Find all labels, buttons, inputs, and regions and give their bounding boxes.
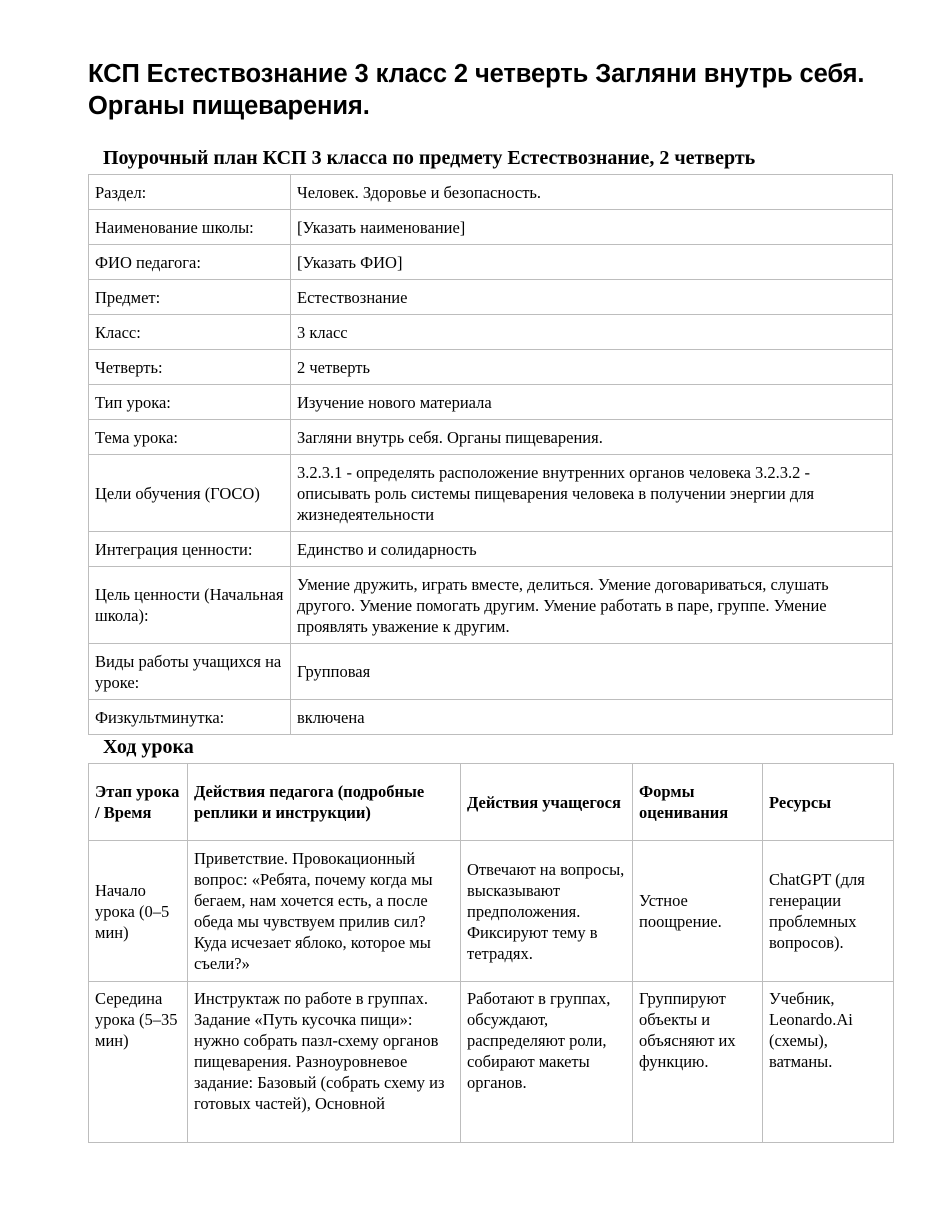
lesson-info-table [88, 174, 893, 735]
info-value: Умение дружить, играть вместе, делиться. Умение договариваться, слушать другого. Умение помогать другим. Умение работать в паре, группе. Умение проявлять уважение к другим. [291, 567, 893, 644]
table-row [89, 245, 893, 280]
lesson-flow-table [88, 763, 894, 1143]
table-row [89, 841, 894, 982]
info-value: Загляни внутрь себя. Органы пищеварения. [291, 420, 893, 455]
document-page [88, 58, 893, 1143]
table-row [89, 175, 893, 210]
info-value: 3 класс [291, 315, 893, 350]
table-row [89, 567, 893, 644]
table-row [89, 982, 894, 1143]
info-label: Физкультминутка: [89, 700, 291, 735]
stage-cell: Середина урока (5–35 мин) [89, 982, 188, 1143]
column-header-resources: Ресурсы [763, 764, 894, 841]
document-title: КСП Естествознание 3 класс 2 четверть Загляни внутрь себя. Органы пищеварения. [88, 60, 865, 120]
info-label: Виды работы учащихся на уроке: [89, 644, 291, 700]
info-value: [Указать наименование] [291, 210, 893, 245]
table-row [89, 280, 893, 315]
info-value: 3.2.3.1 - определять расположение внутренних органов человека 3.2.3.2 - описывать роль системы пищеварения человека в получении энергии для жизнедеятельности [291, 455, 893, 532]
info-label: ФИО педагога: [89, 245, 291, 280]
lesson-heading: Ход урока [103, 736, 194, 758]
table-row [89, 420, 893, 455]
stage-cell: Начало урока (0–5 мин) [89, 841, 188, 982]
info-value: 2 четверть [291, 350, 893, 385]
assessment-cell: Группируют объекты и объясняют их функцию. [633, 982, 763, 1143]
table-row [89, 385, 893, 420]
info-label: Тип урока: [89, 385, 291, 420]
info-value: Естествознание [291, 280, 893, 315]
teacher-cell: Инструктаж по работе в группах. Задание «Путь кусочка пищи»: нужно собрать пазл-схему органов пищеварения. Разноуровневое задание: Базовый (собрать схему из готовых частей), Основной [188, 982, 461, 1143]
column-header-student: Действия учащегося [461, 764, 633, 841]
plan-heading: Поурочный план КСП 3 класса по предмету Естествознание, 2 четверть [103, 147, 756, 169]
table-header-row [89, 764, 894, 841]
info-label: Наименование школы: [89, 210, 291, 245]
info-value: Групповая [291, 644, 893, 700]
column-header-stage: Этап урока / Время [89, 764, 188, 841]
table-row [89, 315, 893, 350]
info-value: Единство и солидарность [291, 532, 893, 567]
info-label: Цель ценности (Начальная школа): [89, 567, 291, 644]
column-header-teacher: Действия педагога (подробные реплики и инструкции) [188, 764, 461, 841]
student-cell: Работают в группах, обсуждают, распределяют роли, собирают макеты органов. [461, 982, 633, 1143]
table-row [89, 644, 893, 700]
resources-cell: ChatGPT (для генерации проблемных вопросов). [763, 841, 894, 982]
info-value: Человек. Здоровье и безопасность. [291, 175, 893, 210]
info-label: Раздел: [89, 175, 291, 210]
table-row [89, 700, 893, 735]
info-label: Тема урока: [89, 420, 291, 455]
assessment-cell: Устное поощрение. [633, 841, 763, 982]
info-value: включена [291, 700, 893, 735]
table-row [89, 350, 893, 385]
teacher-cell: Приветствие. Провокационный вопрос: «Ребята, почему когда мы бегаем, нам хочется есть, а после обеда мы чувствуем прилив сил? Куда исчезает яблоко, которое мы съели?» [188, 841, 461, 982]
resources-cell: Учебник, Leonardo.Ai (схемы), ватманы. [763, 982, 894, 1143]
table-row [89, 455, 893, 532]
info-value: Изучение нового материала [291, 385, 893, 420]
student-cell: Отвечают на вопросы, высказывают предположения. Фиксируют тему в тетрадях. [461, 841, 633, 982]
info-label: Класс: [89, 315, 291, 350]
info-label: Четверть: [89, 350, 291, 385]
column-header-assessment: Формы оценивания [633, 764, 763, 841]
info-label: Цели обучения (ГОСО) [89, 455, 291, 532]
table-row [89, 532, 893, 567]
info-label: Интеграция ценности: [89, 532, 291, 567]
table-row [89, 210, 893, 245]
info-value: [Указать ФИО] [291, 245, 893, 280]
info-label: Предмет: [89, 280, 291, 315]
